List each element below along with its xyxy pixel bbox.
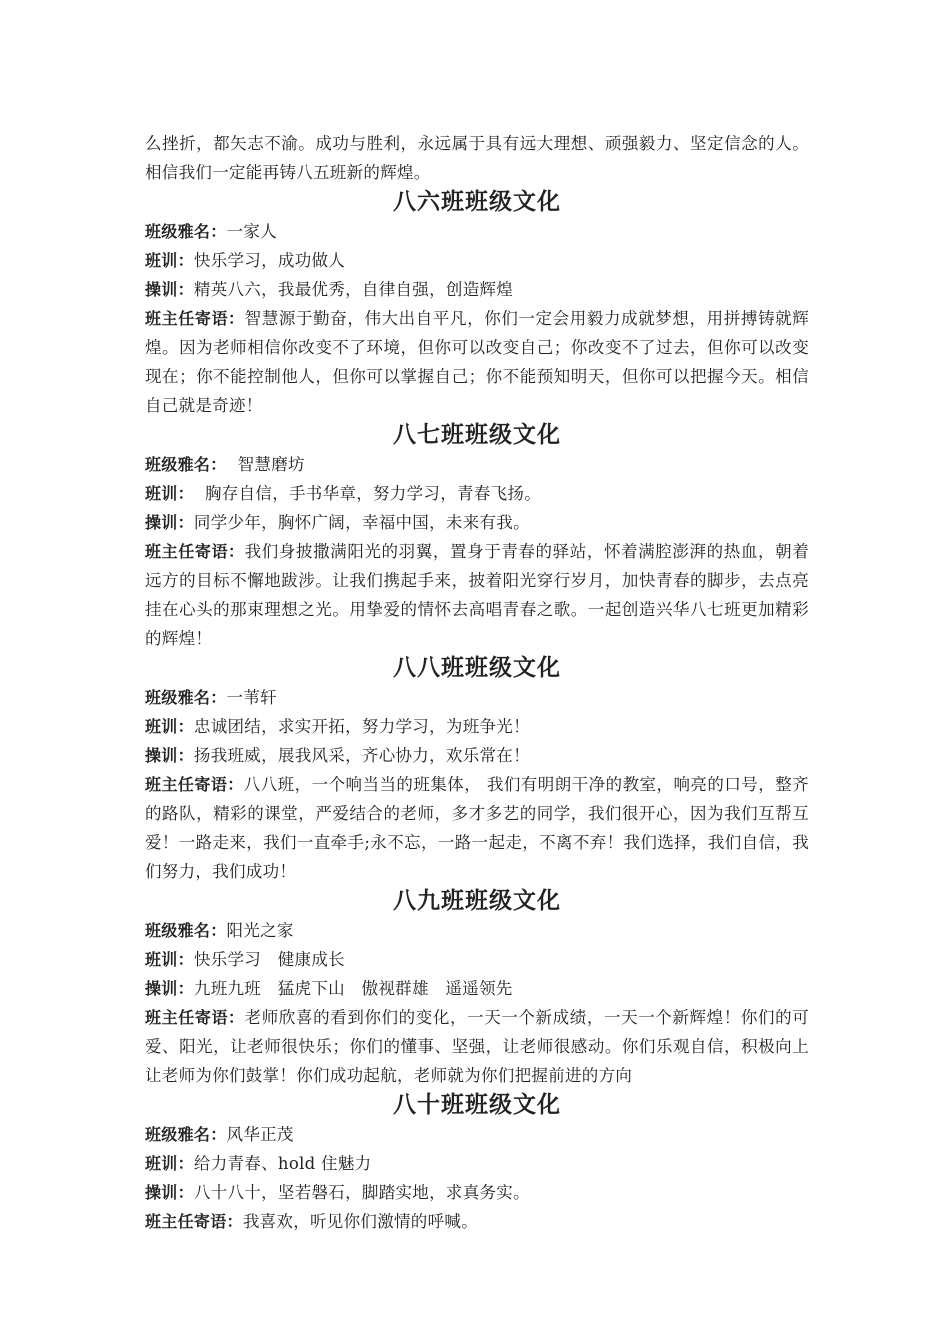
field-label: 班级雅名： [145, 1125, 227, 1144]
field-label: 班主任寄语： [145, 1212, 243, 1231]
teacher-message-field [145, 770, 809, 886]
field-label: 班主任寄语： [145, 775, 244, 794]
class-name-field [145, 916, 809, 945]
teacher-message-field [145, 537, 809, 653]
field-value: 一苇轩 [226, 688, 277, 707]
field-label: 班训： [145, 484, 194, 503]
field-label: 班训： [145, 251, 194, 270]
field-value: 快乐学习，成功做人 [193, 251, 346, 270]
document-page [145, 129, 809, 1236]
field-value: 我喜欢，听见你们激情的呼喊。 [242, 1212, 479, 1231]
field-value: 一家人 [226, 222, 277, 241]
field-value: 扬我班威，展我风采，齐心协力，欢乐常在！ [193, 746, 530, 765]
field-value: 精英八六，我最优秀，自律自强，创造辉煌 [193, 280, 514, 299]
class-drill-field [145, 974, 809, 1003]
field-label: 班训： [145, 717, 194, 736]
class-motto-field [145, 945, 809, 974]
section-title: 八九班班级文化 [393, 888, 561, 914]
class-section [145, 886, 809, 1090]
field-label: 班主任寄语： [145, 309, 245, 328]
class-name-field [145, 217, 809, 246]
class-name-field [145, 450, 809, 479]
field-value: 智慧磨坊 [226, 455, 305, 474]
class-name-field [145, 1120, 809, 1149]
class-section [145, 1090, 809, 1236]
field-value: 给力青春、hold 住魅力 [193, 1154, 372, 1173]
class-drill-field [145, 1178, 809, 1207]
field-label: 操训： [145, 979, 194, 998]
field-value: 阳光之家 [226, 921, 294, 940]
section-title: 八七班班级文化 [393, 422, 561, 448]
class-drill-field [145, 741, 809, 770]
field-value: 风华正茂 [226, 1125, 294, 1144]
intro-paragraph: 么挫折，都矢志不渝。成功与胜利，永远属于具有远大理想、顽强毅力、坚定信念的人。相信我们一定能再铸八五班新的辉煌。 [145, 134, 809, 182]
class-motto-field [145, 1149, 809, 1178]
field-label: 班训： [145, 1154, 194, 1173]
section-title: 八十班班级文化 [393, 1092, 561, 1118]
field-label: 操训： [145, 513, 194, 532]
class-motto-field [145, 712, 809, 741]
teacher-message-field [145, 1207, 809, 1236]
field-value: 八十八十，坚若磐石，脚踏实地，求真务实。 [193, 1183, 530, 1202]
field-label: 班级雅名： [145, 921, 227, 940]
class-section [145, 187, 809, 420]
class-motto-field [145, 479, 809, 508]
field-label: 班主任寄语： [145, 1008, 245, 1027]
field-label: 班主任寄语： [145, 542, 245, 561]
field-value: 同学少年，胸怀广阔，幸福中国，未来有我。 [193, 513, 530, 532]
field-label: 操训： [145, 1183, 194, 1202]
section-title: 八八班班级文化 [393, 655, 561, 681]
class-name-field [145, 683, 809, 712]
section-title: 八六班班级文化 [393, 189, 561, 215]
field-value: 八八班，一个响当当的班集体， 我们有明朗干净的教室，响亮的口号，整齐的路队，精彩的课堂，严爱结合的老师，多才多艺的同学，我们很开心，因为我们互帮互爱！一路走来，我们一直牵手;永不忘，一路一起走，不离不弃！我们选择，我们自信，我们努力，我们成功！ [145, 775, 809, 881]
field-label: 操训： [145, 280, 194, 299]
class-drill-field [145, 275, 809, 304]
field-value: 九班九班 猛虎下山 傲视群雄 遥遥领先 [193, 979, 513, 998]
class-motto-field [145, 246, 809, 275]
field-label: 操训： [145, 746, 194, 765]
field-label: 班级雅名： [145, 455, 227, 474]
class-section [145, 420, 809, 653]
field-value: 忠诚团结，求实开拓，努力学习，为班争光！ [193, 717, 530, 736]
class-section [145, 653, 809, 886]
teacher-message-field [145, 304, 809, 420]
field-label: 班级雅名： [145, 688, 227, 707]
field-label: 班级雅名： [145, 222, 227, 241]
field-value: 我们身披撒满阳光的羽翼，置身于青春的驿站，怀着满腔澎湃的热血，朝着远方的目标不懈地跋涉。让我们携起手来，披着阳光穿行岁月，加快青春的脚步，去点亮挂在心头的那束理想之光。用挚爱的情怀去高唱青春之歌。一起创造兴华八七班更加精彩的辉煌！ [145, 542, 809, 648]
teacher-message-field [145, 1003, 809, 1090]
field-value: 智慧源于勤奋，伟大出自平凡，你们一定会用毅力成就梦想，用拼搏铸就辉煌。因为老师相信你改变不了环境，但你可以改变自己；你改变不了过去，但你可以改变现在；你不能控制他人，但你可以掌握自己；你不能预知明天，但你可以把握今天。相信自己就是奇迹！ [145, 309, 809, 415]
field-value: 胸存自信，手书华章，努力学习，青春飞扬。 [193, 484, 541, 503]
field-value: 快乐学习 健康成长 [193, 950, 345, 969]
field-label: 班训： [145, 950, 194, 969]
class-drill-field [145, 508, 809, 537]
field-value: 老师欣喜的看到你们的变化，一天一个新成绩，一天一个新辉煌！你们的可爱、阳光，让老师很快乐；你们的懂事、坚强，让老师很感动。你们乐观自信，积极向上让老师为你们鼓掌！你们成功起航，老师就为你们把握前进的方向 [145, 1008, 809, 1085]
